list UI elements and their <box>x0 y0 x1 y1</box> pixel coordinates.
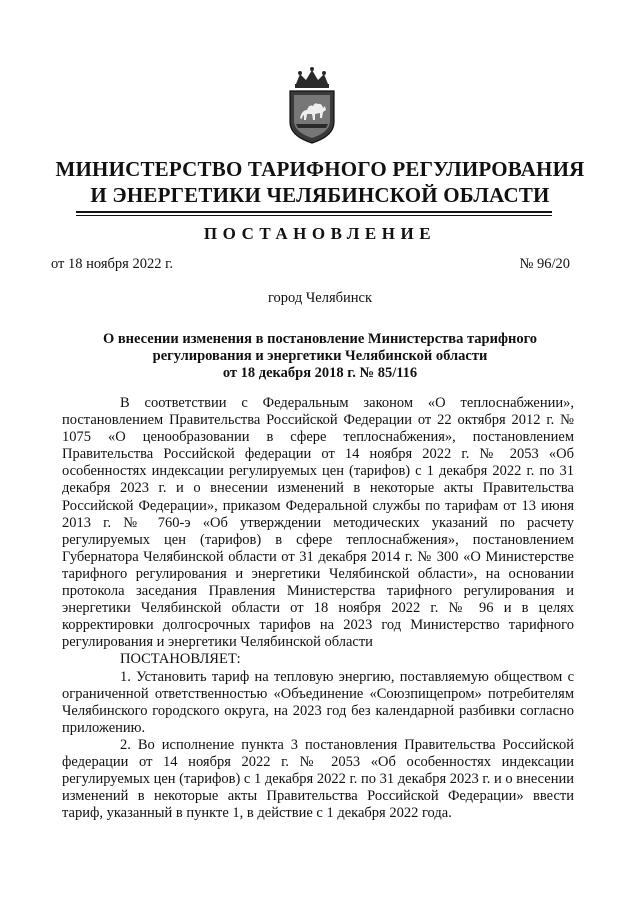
subject-line2: регулирования и энергетики Челябинской области <box>152 348 488 364</box>
header-rule-thick <box>76 211 552 213</box>
ministry-title-line1: МИНИСТЕРСТВО ТАРИФНОГО РЕГУЛИРОВАНИЯ <box>55 157 585 181</box>
item-1-paragraph: 1. Установить тариф на тепловую энергию, поставляемую обществом с ограниченной ответственностью «Объединение «Союзпищепром» потребителям Челябинского городского округа, на 2023 год без календарной разбивки согласно приложению. <box>62 668 574 736</box>
document-type: ПОСТАНОВЛЕНИЕ <box>203 224 437 243</box>
subject-line3: от 18 декабря 2018 г. № 85/116 <box>222 365 418 381</box>
document-city: город Челябинск <box>267 290 373 306</box>
document-subject <box>90 331 550 382</box>
item-2-paragraph: 2. Во исполнение пункта 3 постановления Правительства Российской федерации от 14 ноября 2022 г. № 2053 «Об особенностях индексации регулируемых цен (тарифов) с 1 декабря 2022 г. по 31 декабря 2023 г. и о внесении изменений в некоторые акты Правительства Российской Федерации» ввести тариф, указанный в пункте 1, в действие с 1 декабря 2022 года. <box>62 736 574 822</box>
subject-line1: О внесении изменения в постановление Министерства тарифного <box>102 331 538 347</box>
document-date: от 18 ноября 2022 г. <box>51 256 174 272</box>
coat-of-arms-icon <box>282 66 342 146</box>
document-number: № 96/20 <box>519 256 570 272</box>
ministry-title <box>40 156 600 208</box>
decree-word: ПОСТАНОВЛЯЕТ: <box>120 651 241 668</box>
document-body <box>62 395 574 822</box>
header-rule-thin <box>76 215 552 216</box>
preamble-paragraph: В соответствии с Федеральным законом «О теплоснабжении», постановлением Правительства Российской Федерации от 22 октября 2012 г. № 1075 «О ценообразовании в сфере теплоснабжения», постановлением Правительства Российской федерации от 14 ноября 2022 г. № 2053 «Об особенностях индексации регулируемых цен (тарифов) с 1 декабря 2022 г. по 31 декабря 2023 г. и о внесении изменений в некоторые акты Правительства Российской Федерации», приказом Федеральной службы по тарифам от 13 июня 2013 г. № 760-э «Об утверждении методических указаний по расчету регулируемых цен (тарифов) в сфере теплоснабжения», постановлением Губернатора Челябинской области от 31 декабря 2014 г. № 300 «О Министерстве тарифного регулирования и энергетики Челябинской области», на основании протокола заседания Правления Министерства тарифного регулирования и энергетики Челябинской области от 18 ноября 2022 г. № 96 и в целях корректировки долгосрочных тарифов на 2023 год Министерство тарифного регулирования и энергетики Челябинской области <box>62 395 574 651</box>
ministry-title-line2: И ЭНЕРГЕТИКИ ЧЕЛЯБИНСКОЙ ОБЛАСТИ <box>90 183 550 207</box>
